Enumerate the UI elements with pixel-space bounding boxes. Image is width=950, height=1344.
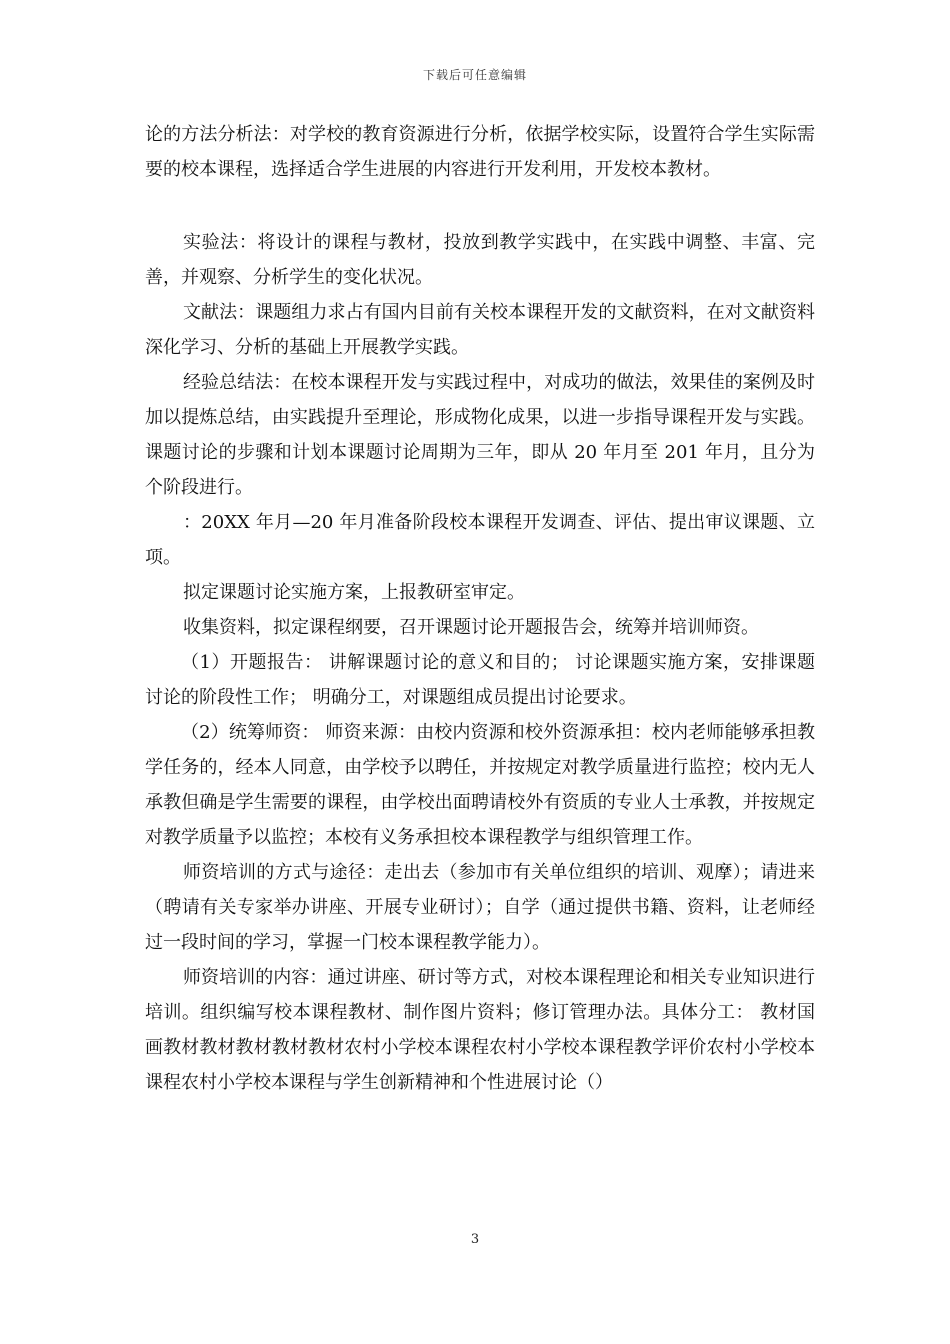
paragraph-preparation-stage: ：20XX 年月—20 年月准备阶段校本课程开发调查、评估、提出审议课题、立项。 bbox=[145, 512, 815, 568]
page-number: 3 bbox=[470, 1232, 480, 1247]
paragraph-training-methods: 师资培训的方式与途径：走出去（参加市有关单位组织的培训、观摩）；请进来（聘请有关专家举办讲座、开展专业研讨）；自学（通过提供书籍、资料，让老师经过一段时间的学习，掌握一门校本课程教学能力）。 bbox=[145, 862, 815, 953]
paragraph-experiment-method: 实验法：将设计的课程与教材，投放到教学实践中，在实践中调整、丰富、完善，并观察、分析学生的变化状况。 bbox=[145, 232, 815, 288]
paragraph-collect-materials: 收集资料，拟定课程纲要，召开课题讨论开题报告会，统筹并培训师资。 bbox=[183, 617, 759, 638]
paragraph-opening-report: （1）开题报告： 讲解课题讨论的意义和目的； 讨论课题实施方案，安排课题讨论的阶段性工作； 明确分工，对课题组成员提出讨论要求。 bbox=[145, 652, 815, 708]
paragraph-training-content: 师资培训的内容：通过讲座、研讨等方式，对校本课程理论和相关专业知识进行培训。组织编写校本课程教材、制作图片资料；修订管理办法。具体分工： 教材国画教材教材教材教材教材农村小学校本课程农村小学校本课程教学评价农村小学校本课程农村小学校本课程与学生创新精神和个性进展讨论（） bbox=[145, 967, 815, 1093]
paragraph-literature-method: 文献法：课题组力求占有国内目前有关校本课程开发的文献资料，在对文献资料深化学习、分析的基础上开展教学实践。 bbox=[145, 302, 815, 358]
paragraph-experience-method: 经验总结法：在校本课程开发与实践过程中，对成功的做法，效果佳的案例及时加以提炼总结，由实践提升至理论，形成物化成果，以进一步指导课程开发与实践。课题讨论的步骤和计划本课题讨论周期为三年，即从 20 年月至 201 年月，且分为个阶段进行。 bbox=[145, 372, 815, 498]
paragraph-analysis-method: 论的方法分析法：对学校的教育资源进行分析，依据学校实际，设置符合学生实际需要的校本课程，选择适合学生进展的内容进行开发利用，开发校本教材。 bbox=[145, 124, 815, 180]
paragraph-teacher-resources: （2）统筹师资： 师资来源：由校内资源和校外资源承担：校内老师能够承担教学任务的，经本人同意，由学校予以聘任，并按规定对教学质量进行监控；校内无人承教但确是学生需要的课程，由学校出面聘请校外有资质的专业人士承教，并按规定对教学质量予以监控；本校有义务承担校本课程教学与组织管理工作。 bbox=[145, 722, 815, 848]
document-body bbox=[145, 117, 815, 1100]
paragraph-implementation-plan: 拟定课题讨论实施方案，上报教研室审定。 bbox=[183, 582, 525, 603]
page-header: 下载后可任意编辑 bbox=[422, 68, 527, 82]
